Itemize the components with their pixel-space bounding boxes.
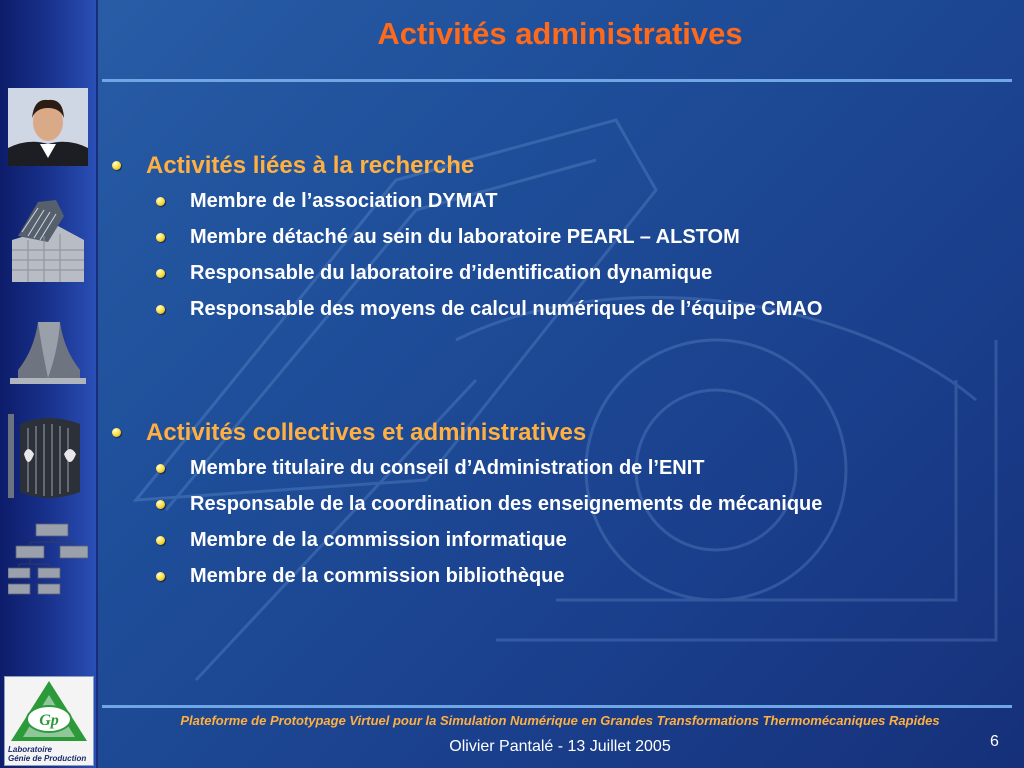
page-number: 6	[990, 733, 999, 750]
logo-line-1: Laboratoire	[8, 745, 53, 754]
list-item-text: Membre de la commission informatique	[190, 529, 567, 551]
bullet-icon	[112, 161, 121, 170]
bullet-icon	[156, 536, 165, 545]
bullet-icon	[156, 269, 165, 278]
bullet-icon	[112, 428, 121, 437]
lab-logo	[4, 676, 94, 766]
list-item-text: Membre de l’association DYMAT	[190, 190, 498, 212]
list-item	[112, 522, 822, 558]
list-item	[112, 450, 822, 486]
footer-platform-text: Plateforme de Prototypage Virtuel pour la Simulation Numérique en Grandes Transformations Thermomécaniques Rapides	[180, 713, 940, 728]
list-item-text: Responsable de la coordination des enseignements de mécanique	[190, 493, 823, 515]
list-item	[112, 183, 822, 219]
bullet-icon	[156, 305, 165, 314]
portrait-thumbnail	[8, 88, 88, 166]
list-item-text: Responsable du laboratoire d’identification dynamique	[190, 262, 713, 284]
bullet-icon	[156, 197, 165, 206]
bullet-icon	[156, 233, 165, 242]
section-heading	[112, 416, 822, 450]
footer-author-date: Olivier Pantalé - 13 Juillet 2005	[449, 738, 671, 755]
section-heading-text: Activités liées à la recherche	[146, 152, 475, 179]
bullet-icon	[156, 464, 165, 473]
logo-triangle-icon	[5, 677, 93, 743]
section-administrative	[112, 416, 822, 594]
slide-title: Activités administratives	[377, 16, 743, 51]
deformed-part-thumbnail	[8, 320, 88, 384]
section-heading-text: Activités collectives et administratives	[146, 419, 587, 446]
list-item-text: Membre détaché au sein du laboratoire PEARL – ALSTOM	[190, 226, 740, 248]
bullet-icon	[156, 572, 165, 581]
list-item-text: Membre de la commission bibliothèque	[190, 565, 565, 587]
list-item	[112, 291, 822, 327]
list-item	[112, 558, 822, 594]
list-item	[112, 219, 822, 255]
section-research	[112, 149, 822, 327]
section-heading	[112, 149, 822, 183]
list-item-text: Responsable des moyens de calcul numériques de l’équipe CMAO	[190, 298, 823, 320]
logo-line-2: Génie de Production	[8, 754, 87, 763]
list-item	[112, 255, 822, 291]
cylinder-mesh-thumbnail	[8, 414, 88, 498]
flowchart-thumbnail	[8, 520, 88, 596]
title-divider	[102, 79, 1012, 82]
mesh-simulation-thumbnail	[8, 196, 88, 282]
logo-initials: Gp	[39, 712, 59, 729]
left-sidebar	[0, 0, 98, 768]
logo-caption	[5, 745, 96, 763]
list-item	[112, 486, 822, 522]
list-item-text: Membre titulaire du conseil d’Administration de l’ENIT	[190, 457, 705, 479]
footer-divider	[102, 705, 1012, 708]
bullet-icon	[156, 500, 165, 509]
